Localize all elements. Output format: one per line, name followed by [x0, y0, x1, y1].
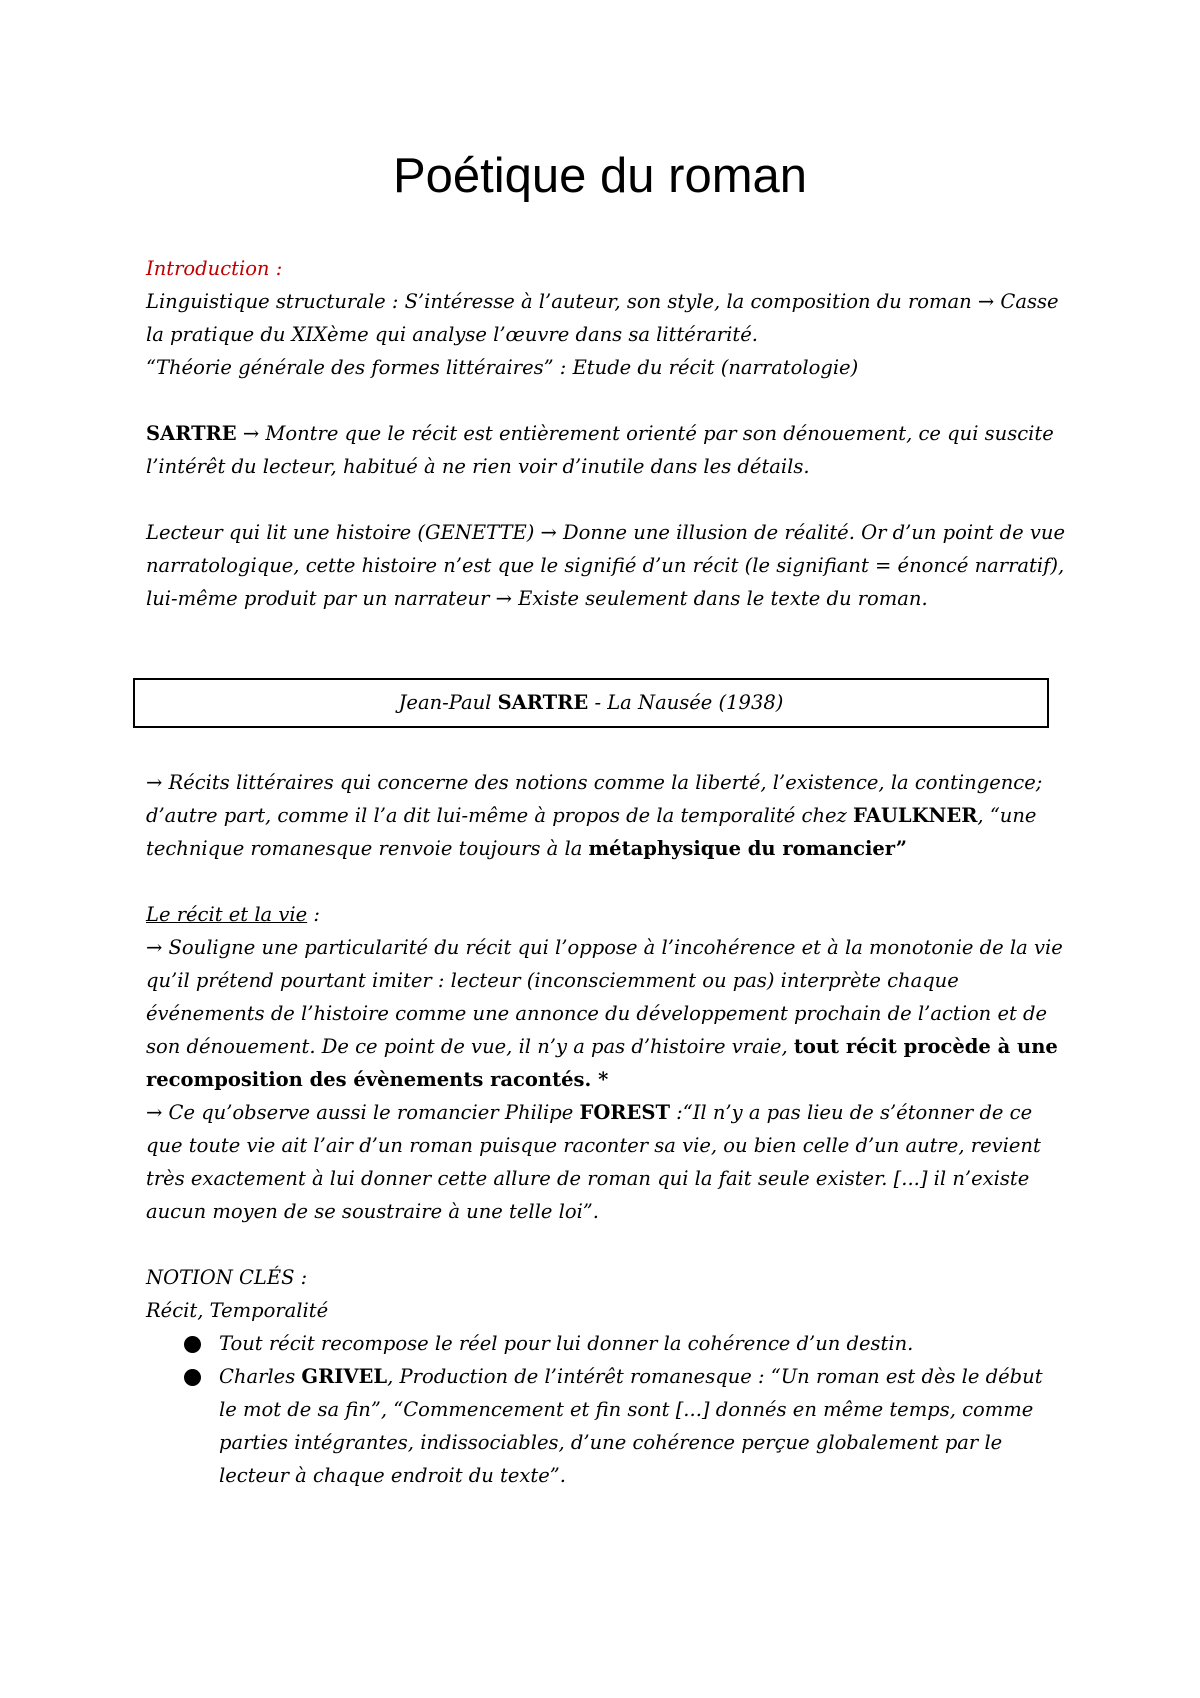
bullet-1-text: Tout récit recompose le réel pour lui donner la cohérence d’un destin.: [219, 1332, 914, 1355]
bullet-icon: [184, 1369, 201, 1386]
recit-vie-p2-text-b: :“Il n’y a pas lieu de s’étonner de ce que toute vie ait l’air d’un roman puisque raconter sa vie, ou bien celle d’un autre, revient très exactement à lui donner cette allure de roman qui la fait seule exister. [...] il n’existe aucun moyen de se soustraire à une telle loi”.: [146, 1101, 1041, 1223]
bullet-2-text-a: Charles: [219, 1365, 302, 1388]
section-title-box: [133, 678, 1049, 728]
box-author-name: SARTRE: [497, 691, 589, 714]
list-item: [146, 1327, 1066, 1360]
faulkner-bold-end: métaphysique du romancier”: [588, 837, 907, 860]
genette-note: Lecteur qui lit une histoire (GENETTE) → Donne une illusion de réalité. Or d’un point de vue narratologique, cette histoire n’est que le signifié d’un récit (le signifiant = énoncé narratif), lui-même produit par un narrateur → Existe seulement dans le texte du roman.: [146, 521, 1065, 610]
intro-section: [146, 252, 1066, 615]
recit-vie-heading: [146, 898, 1066, 931]
grivel-name: GRIVEL: [301, 1365, 388, 1388]
sartre-note-text: → Montre que le récit est entièrement orienté par son dénouement, ce qui suscite l’intérêt du lecteur, habitué à ne rien voir d’inutile dans les détails.: [146, 422, 1054, 478]
sartre-name: SARTRE: [146, 422, 237, 445]
bullet-2-text-b: , Production de l’intérêt romanesque : “Un roman est dès le début le mot de sa fin”, “Commencement et fin sont [...] donnés en même temps, comme parties intégrantes, indissociables, d’une cohérence perçue globalement par le lecteur à chaque endroit du texte”.: [219, 1365, 1043, 1487]
page-title: Poétique du roman: [392, 149, 808, 203]
recit-vie-heading-suffix: :: [307, 903, 320, 926]
faulkner-text-a: → Récits littéraires qui concerne des notions comme la liberté, l’existence, la contingence; d’autre part, comme il l’a dit lui-même à propos de la temporalité chez: [146, 771, 1043, 827]
box-prefix: Jean-Paul: [398, 691, 498, 714]
faulkner-text-b: , “une technique romanesque renvoie toujours à la: [146, 804, 1037, 860]
main-section: [146, 766, 1066, 1492]
list-item: [146, 1360, 1066, 1492]
recit-vie-p2-text-a: → Ce qu’observe aussi le romancier Philipe: [146, 1101, 580, 1124]
recit-vie-heading-text: Le récit et la vie: [146, 903, 308, 926]
bullet-icon: [184, 1336, 201, 1353]
notions-subheading: Récit, Temporalité: [146, 1299, 329, 1322]
box-suffix: - La Nausée (1938): [588, 691, 784, 714]
intro-line-1: Linguistique structurale : S’intéresse à l’auteur, son style, la composition du roman → Casse la pratique du XIXème qui analyse l’œuvre dans sa littérarité.: [146, 290, 1059, 346]
recit-vie-p1-bold: tout récit procède à une recomposition des évènements racontés. *: [146, 1035, 1058, 1091]
recit-vie-paragraph-2: [146, 1096, 1066, 1228]
forest-name: FOREST: [579, 1101, 670, 1124]
intro-line-2: “Théorie générale des formes littéraires” : Etude du récit (narratologie): [146, 356, 859, 379]
notions-heading: NOTION CLÉS :: [146, 1266, 308, 1289]
faulkner-paragraph: [146, 766, 1066, 865]
intro-heading: Introduction :: [146, 257, 283, 280]
notions-list: [146, 1327, 1066, 1492]
sartre-note: [146, 417, 1066, 483]
recit-vie-p1-text: → Souligne une particularité du récit qui l’oppose à l’incohérence et à la monotonie de la vie qu’il prétend pourtant imiter : lecteur (inconsciemment ou pas) interprète chaque événements de l’histoire comme une annonce du développement prochain de l’action et de son dénouement. De ce point de vue, il n’y a pas d’histoire vraie,: [146, 936, 1063, 1058]
recit-vie-paragraph-1: [146, 931, 1066, 1096]
faulkner-name: FAULKNER: [853, 804, 978, 827]
